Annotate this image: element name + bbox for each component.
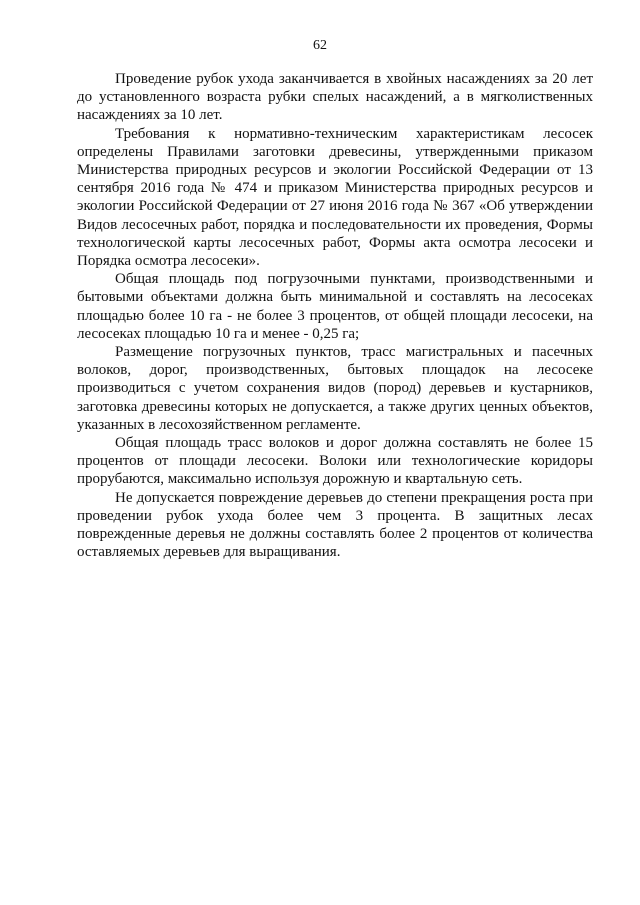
- paragraph: Не допускается повреждение деревьев до степени прекращения роста при проведении рубок ухода более чем 3 процента. В защитных лесах поврежденные деревья не должны составлять более 2 процентов от количества оставляемых деревьев для выращивания.: [77, 489, 593, 561]
- paragraph: Размещение погрузочных пунктов, трасс магистральных и пасечных волоков, дорог, производственных, бытовых площадок на лесосеке производиться с учетом сохранения видов (пород) деревьев и кустарников, заготовка древесины которых не допускается, а также других ценных объектов, указанных в лесохозяйственном регламенте.: [77, 344, 593, 433]
- paragraph: Общая площадь трасс волоков и дорог должна составлять не более 15 процентов от площади лесосеки. Волоки или технологические коридоры прорубаются, максимально используя дорожную и квартальную сеть.: [77, 435, 593, 488]
- page-number: 62: [313, 38, 327, 53]
- document-body: [77, 70, 593, 561]
- paragraph: Проведение рубок ухода заканчивается в хвойных насаждениях за 20 лет до установленного возраста рубки спелых насаждений, а в мягколиственных насаждениях за 10 лет.: [77, 71, 593, 124]
- paragraph: Общая площадь под погрузочными пунктами, производственными и бытовыми объектами должна быть минимальной и составлять на лесосеках площадью более 10 га - не более 3 процентов, от общей площади лесосеки, на лесосеках площадью 10 га и менее - 0,25 га;: [77, 271, 593, 342]
- paragraph: Требования к нормативно-техническим характеристикам лесосек определены Правилами заготовки древесины, утвержденными приказом Министерства природных ресурсов и экологии Российской Федерации от 13 сентября 2016 года № 474 и приказом Министерства природных ресурсов и экологии Российской Федерации от 27 июня 2016 года № 367 «Об утверждении Видов лесосечных работ, порядка и последовательности их проведения, Формы технологической карты лесосечных работ, Формы акта осмотра лесосеки и Порядка осмотра лесосеки».: [77, 125, 593, 270]
